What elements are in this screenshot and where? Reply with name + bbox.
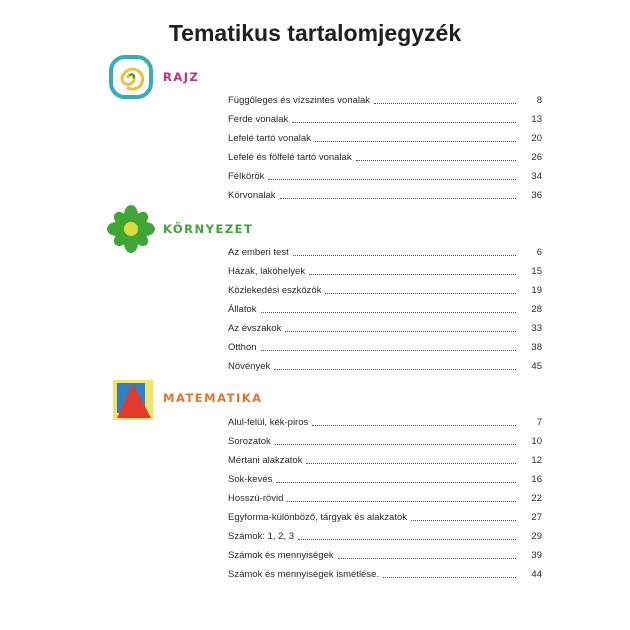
toc-entry-title: Lefelé tartó vonalak [228,133,311,144]
dot-leader [268,169,516,180]
toc-entry-page: 44 [531,569,542,580]
toc-entry-title: Számok: 1, 2, 3 [228,531,295,542]
square-triangle-icon [111,378,155,422]
toc-entry-title: Egyforma-különböző, tárgyak és alakzatok [228,512,408,523]
flower-icon [107,205,155,253]
dot-leader [298,529,516,540]
toc-entry [228,301,542,315]
toc-entry-page: 10 [531,436,542,447]
toc-entry-page: 15 [531,266,542,277]
dot-leader [315,131,516,142]
toc-entry-page: 29 [531,531,542,542]
toc-entry [228,339,542,353]
dot-leader [306,453,516,464]
toc-entry-page: 28 [531,304,542,315]
dot-leader [275,434,516,445]
toc-entry-title: Alul-felül, kék-piros [228,417,309,428]
toc-entry-page: 39 [531,550,542,561]
toc-entry [228,547,542,561]
section-label-matematika: MATEMATIKA [163,391,263,405]
toc-entry [228,111,542,125]
toc-entry-page: 20 [531,133,542,144]
dot-leader [293,245,516,256]
spiral-icon [108,54,154,100]
dot-leader [356,150,516,161]
toc-entry [228,509,542,523]
toc-entry-page: 7 [536,417,542,428]
toc-entry [228,490,542,504]
toc-entry-title: Ferde vonalak [228,114,289,125]
dot-leader [309,264,516,275]
toc-entry-title: Sok-kevés [228,474,273,485]
toc-entry-title: Mértani alakzatok [228,455,303,466]
dot-leader [285,321,516,332]
toc-entry-page: 19 [531,285,542,296]
section-label-rajz: RAJZ [163,70,200,84]
dot-leader [276,472,516,483]
toc-entry-title: Függőleges és vízszintes vonalak [228,95,371,106]
page-title: Tematikus tartalomjegyzék [168,20,462,46]
toc-entry-title: Állatok [228,304,257,315]
toc-entry-page: 36 [531,190,542,201]
dot-leader [292,112,516,123]
toc-entry [228,433,542,447]
toc-entry [228,168,542,182]
toc-entry-page: 38 [531,342,542,353]
toc-entry-page: 6 [536,247,542,258]
toc-entry-title: Lefelé és fölfelé tartó vonalak [228,152,352,163]
toc-entry [228,149,542,163]
dot-leader [274,359,516,370]
dot-leader [338,548,516,559]
toc-entry-page: 34 [531,171,542,182]
toc-entry-page: 22 [531,493,542,504]
toc-entry [228,92,542,106]
toc-entry-title: Otthon [228,342,257,353]
dot-leader [325,283,516,294]
toc-entry [228,528,542,542]
toc-entry-page: 26 [531,152,542,163]
dot-leader [312,415,516,426]
dot-leader [261,302,516,313]
toc-entry-title: Félkörök [228,171,265,182]
toc-entry-page: 45 [531,361,542,372]
toc-entry-title: Az évszakok [228,323,282,334]
toc-entry-page: 16 [531,474,542,485]
toc-entry [228,263,542,277]
toc-entry [228,414,542,428]
toc-entry-page: 27 [531,512,542,523]
toc-entry [228,320,542,334]
dot-leader [280,188,516,199]
toc-entry-title: Hosszú-rövid [228,493,284,504]
toc-entry-title: Körvonalak [228,190,276,201]
toc-entry-page: 12 [531,455,542,466]
toc-entry-title: Közlekedési eszközök [228,285,322,296]
dot-leader [411,510,516,521]
toc-entry-page: 13 [531,114,542,125]
toc-entry-page: 8 [536,95,542,106]
toc-entry-title: Számok és mennyiségek ismétlése. [228,569,380,580]
toc-entry [228,187,542,201]
toc-entry [228,282,542,296]
toc-entry [228,471,542,485]
dot-leader [287,491,516,502]
toc-entry-title: Növények [228,361,271,372]
toc-entry-title: Számok és mennyiségek [228,550,334,561]
toc-entry [228,566,542,580]
toc-entry-page: 33 [531,323,542,334]
dot-leader [374,93,516,104]
toc-entry-title: Az emberi test [228,247,289,258]
toc-entry [228,452,542,466]
dot-leader [383,567,516,578]
toc-entry-title: Sorozatok [228,436,271,447]
section-label-kornyezet: KÖRNYEZET [163,222,254,236]
dot-leader [261,340,516,351]
toc-entry [228,244,542,258]
toc-entry [228,130,542,144]
toc-entry [228,358,542,372]
toc-entry-title: Házak, lakóhelyek [228,266,306,277]
